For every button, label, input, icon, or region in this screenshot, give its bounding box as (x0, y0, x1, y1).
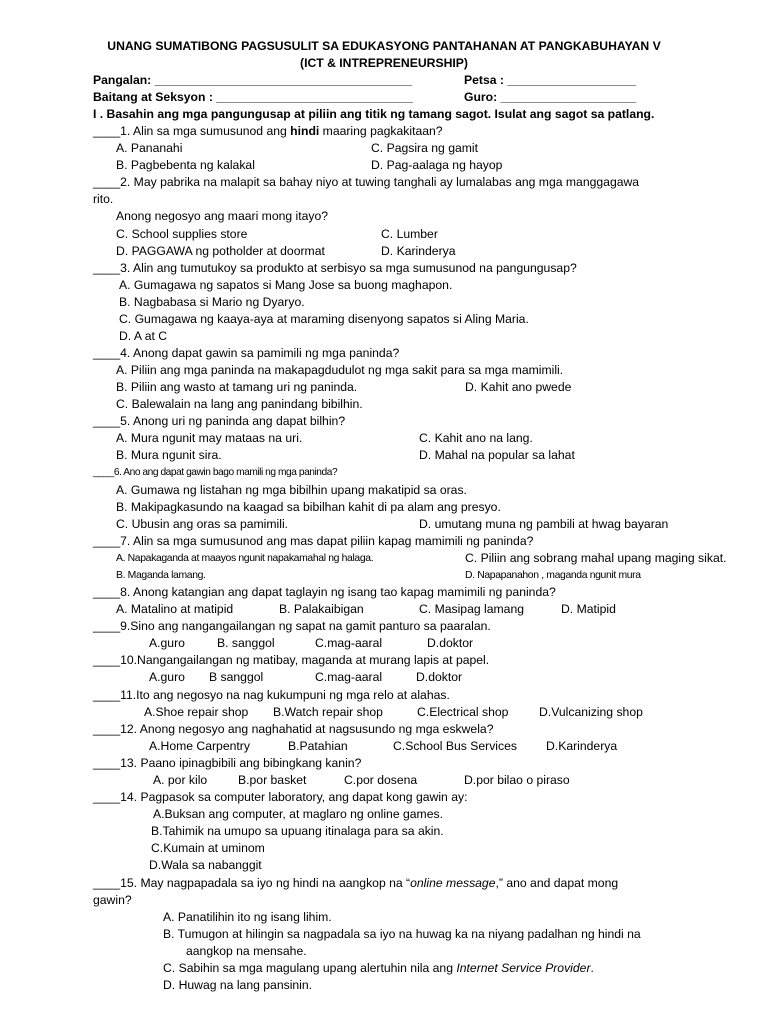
q15-choice-a: A. Panatilihin ito ng isang lihim. (163, 910, 332, 924)
q13-choice-c: C.por dosena (344, 773, 418, 787)
q10-choice-b: B sanggol (209, 670, 264, 684)
q3-choice-d: D. A at C (119, 329, 168, 343)
q15-choice-d: D. Huwag na lang pansinin. (163, 978, 313, 992)
question-10-stem: ____10.Nangangailangan ng matibay, maganda at murang lapis at papel. (93, 653, 490, 667)
q15-choice-c: C. Sabihin sa mga magulang upang alertuhin nila ang Internet Service Provider. (163, 961, 594, 975)
q9-choice-a: A.guro (149, 636, 185, 650)
question-2-stem: ____2. May pabrika na malapit sa bahay niyo at tuwing tanghali ay lumalabas ang mga manggagawa (93, 175, 640, 189)
q7-choice-c: C. Piliin ang sobrang mahal upang maging sikat. (465, 551, 727, 565)
q11-choice-a: A.Shoe repair shop (144, 705, 249, 719)
q5-choice-a: A. Mura ngunit may mataas na uri. (116, 431, 303, 445)
q6-choice-b: B. Makipagkasundo na kaagad sa bibilhan kahit di pa alam ang presyo. (116, 500, 501, 514)
q11-choice-d: D.Vulcanizing shop (539, 705, 643, 719)
q5-choice-b: B. Mura ngunit sira. (116, 448, 222, 462)
pangalan-field: Pangalan: ______________________________________ (93, 73, 413, 87)
question-14-stem: ____14. Pagpasok sa computer laboratory, ang dapat kong gawin ay: (93, 790, 468, 804)
q6-choice-a: A. Gumawa ng listahan ng mga bibilhin upang makatipid sa oras. (116, 483, 467, 497)
q14-choice-d: D.Wala sa nabanggit (149, 858, 262, 872)
q14-choice-b: B.Tahimik na umupo sa upuang itinalaga para sa akin. (151, 824, 444, 838)
question-8-stem: ____8. Anong katangian ang dapat taglayin ng isang tao kapag mamimili ng paninda? (93, 585, 556, 599)
guro-field: Guro: ____________________ (464, 90, 637, 104)
q4-choice-a: A. Piliin ang mga paninda na makapagdudulot ng mga sakit para sa mga mamimili. (116, 363, 564, 377)
q6-choice-c: C. Ubusin ang oras sa pamimili. (116, 517, 289, 531)
q8-choice-d: D. Matipid (561, 602, 616, 616)
q4-choice-b: B. Piliin ang wasto at tamang uri ng paninda. (116, 380, 358, 394)
q5-choice-d: D. Mahal na popular sa lahat (419, 448, 575, 462)
question-2-subquestion: Anong negosyo ang maari mong itayo? (116, 209, 329, 223)
q1-choice-d: D. Pag-aalaga ng hayop (371, 158, 503, 172)
petsa-field: Petsa : ___________________ (464, 73, 637, 87)
q13-choice-b: B.por basket (238, 773, 307, 787)
q12-choice-a: A.Home Carpentry (149, 739, 250, 753)
q11-choice-b: B.Watch repair shop (273, 705, 383, 719)
q3-choice-c: C. Gumagawa ng kaaya-aya at maraming disenyong sapatos si Aling Maria. (119, 312, 529, 326)
question-5-stem: ____5. Anong uri ng paninda ang dapat bilhin? (93, 414, 346, 428)
q14-choice-c: C.Kumain at uminom (151, 841, 265, 855)
question-9-stem: ____9.Sino ang nangangailangan ng sapat na gamit panturo sa paaralan. (93, 619, 491, 633)
q9-choice-b: B. sanggol (217, 636, 275, 650)
q2-choice-b: D. PAGGAWA ng potholder at doormat (116, 244, 325, 258)
q8-choice-b: B. Palakaibigan (279, 602, 364, 616)
q8-choice-c: C. Masipag lamang (419, 602, 524, 616)
exam-title: UNANG SUMATIBONG PAGSUSULIT SA EDUKASYONG PANTAHANAN AT PANGKABUHAYAN V (107, 39, 661, 53)
question-7-stem: ____7. Alin sa mga sumusunod ang mas dapat piliin kapag mamimili ng paninda? (93, 534, 534, 548)
q7-choice-a: A. Napakaganda at maayos ngunit napakamahal ng halaga. (116, 553, 374, 564)
q10-choice-d: D.doktor (416, 670, 463, 684)
q10-choice-c: C.mag-aaral (315, 670, 383, 684)
q12-choice-d: D.Karinderya (546, 739, 618, 753)
q12-choice-b: B.Patahian (288, 739, 348, 753)
q8-choice-a: A. Matalino at matipid (116, 602, 234, 616)
q6-choice-d: D. umutang muna ng pambili at hwag bayaran (419, 517, 669, 531)
q1-choice-a: A. Pananahi (116, 141, 183, 155)
instruction: I . Basahin ang mga pangungusap at piliin ang titik ng tamang sagot. Isulat ang sagot sa patlang. (93, 107, 655, 121)
question-15-stem-cont: gawin? (93, 893, 132, 907)
question-4-stem: ____4. Anong dapat gawin sa pamimili ng mga paninda? (93, 346, 400, 360)
q2-choice-a: C. School supplies store (116, 227, 248, 241)
question-3-stem: ____3. Alin ang tumutukoy sa produkto at serbisyo sa mga sumusunod na pangungusap? (93, 261, 577, 275)
q7-choice-d: D. Napapanahon , maganda ngunit mura (465, 570, 641, 581)
q3-choice-b: B. Nagbabasa si Mario ng Dyaryo. (119, 295, 305, 309)
baitang-seksyon-field: Baitang at Seksyon : _____________________________ (93, 90, 413, 104)
q13-choice-a: A. por kilo (153, 773, 208, 787)
q1-choice-c: C. Pagsira ng gamit (371, 141, 479, 155)
q4-choice-c: C. Balewalain na lang ang panindang bibilhin. (116, 397, 363, 411)
q13-choice-d: D.por bilao o piraso (464, 773, 570, 787)
q9-choice-c: C.mag-aaral (315, 636, 383, 650)
question-13-stem: ____13. Paano ipinagbibili ang bibingkang kanin? (93, 756, 362, 770)
q12-choice-c: C.School Bus Services (393, 739, 517, 753)
q15-choice-b-cont: aangkop na mensahe. (186, 944, 307, 958)
q14-choice-a: A.Buksan ang computer, at maglaro ng online games. (153, 807, 443, 821)
q2-choice-d: D. Karinderya (381, 244, 456, 258)
question-2-stem-cont: rito. (93, 192, 114, 206)
question-6-stem: ____6. Ano ang dapat gawin bago mamili ng mga paninda? (93, 467, 338, 478)
q1-choice-b: B. Pagbebenta ng kalakal (116, 158, 255, 172)
q2-choice-c: C. Lumber (381, 227, 438, 241)
question-12-stem: ____12. Anong negosyo ang naghahatid at nagsusundo ng mga eskwela? (93, 722, 494, 736)
question-15-stem: ____15. May nagpapadala sa iyo ng hindi na aangkop na “online message,” ano and dapat mong (93, 876, 619, 890)
q3-choice-a: A. Gumagawa ng sapatos si Mang Jose sa buong maghapon. (119, 278, 453, 292)
question-1-stem: ____1. Alin sa mga sumusunod ang hindi maaring pagkakitaan? (93, 124, 443, 138)
q9-choice-d: D.doktor (427, 636, 474, 650)
question-11-stem: ____11.Ito ang negosyo na nag kukumpuni ng mga relo at alahas. (93, 688, 450, 702)
q7-choice-b: B. Maganda lamang. (116, 570, 206, 581)
q11-choice-c: C.Electrical shop (417, 705, 509, 719)
q5-choice-c: C. Kahit ano na lang. (419, 431, 533, 445)
q15-choice-b: B. Tumugon at hilingin sa nagpadala sa iyo na huwag ka na niyang padalhan ng hindi na (163, 927, 641, 941)
exam-subtitle: (ICT & INTREPRENEURSHIP) (300, 56, 468, 70)
q10-choice-a: A.guro (149, 670, 185, 684)
q4-choice-d: D. Kahit ano pwede (465, 380, 572, 394)
